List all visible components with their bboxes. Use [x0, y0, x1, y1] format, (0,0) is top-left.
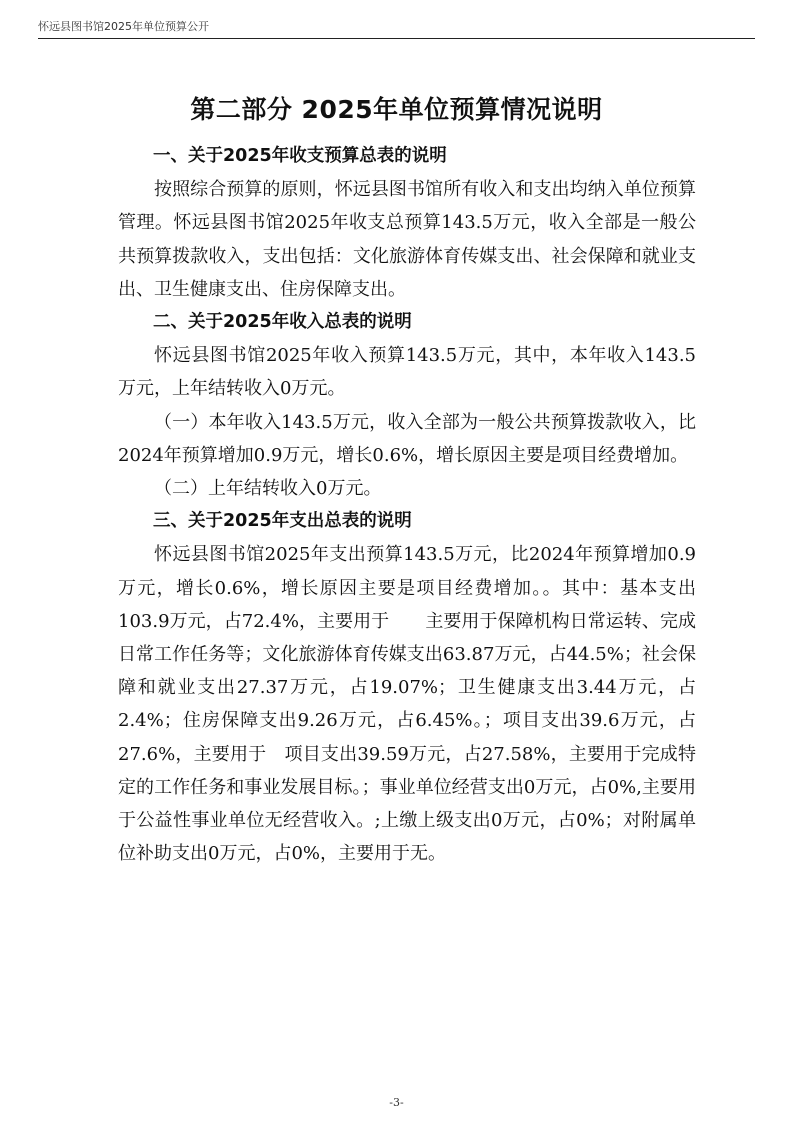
header-divider [38, 38, 755, 39]
section-heading-2: 二、关于2025年收入总表的说明 [153, 312, 412, 333]
paragraph-2-1: 怀远县图书馆2025年收入预算143.5万元，其中，本年收入143.5万元，上年结转收入0万元。 [118, 345, 696, 400]
document-body [118, 140, 696, 870]
page-header: 怀远县图书馆2025年单位预算公开 [38, 20, 209, 33]
section-heading-3: 三、关于2025年支出总表的说明 [153, 511, 412, 532]
page-title: 第二部分 2025年单位预算情况说明 [190, 95, 603, 124]
paragraph-2-2: （一）本年收入143.5万元，收入全部为一般公共预算拨款收入，比2024年预算增加0.9万元，增长0.6%，增长原因主要是项目经费增加。 [118, 411, 696, 466]
page-number: -3- [389, 1096, 404, 1109]
paragraph-3-1: 怀远县图书馆2025年支出预算143.5万元，比2024年预算增加0.9万元，增长0.6%，增长原因主要是项目经费增加。。其中：基本支出103.9万元，占72.4%，主要用于 主要用于保障机构日常运转、完成日常工作任务等；文化旅游体育传媒支出63.87万元，占44.5%；社会保障和就业支出27.37万元，占19.07%；卫生健康支出3.44万元，占2.4%；住房保障支出9.26万元，占6.45%。；项目支出39.6万元，占27.6%，主要用于 项目支出39.59万元，占27.58%，主要用于完成特定的工作任务和事业发展目标。；事业单位经营支出0万元，占0%,主要用于公益性事业单位无经营收入。;上缴上级支出0万元，占0%；对附属单位补助支出0万元，占0%，主要用于无。 [118, 544, 696, 865]
paragraph-2-3: （二）上年结转收入0万元。 [154, 478, 382, 500]
paragraph-1-1: 按照综合预算的原则，怀远县图书馆所有收入和支出均纳入单位预算管理。怀远县图书馆2025年收支总预算143.5万元，收入全部是一般公共预算拨款收入，支出包括：文化旅游体育传媒支出、社会保障和就业支出、卫生健康支出、住房保障支出。 [118, 179, 696, 300]
section-heading-1: 一、关于2025年收支预算总表的说明 [153, 146, 447, 166]
